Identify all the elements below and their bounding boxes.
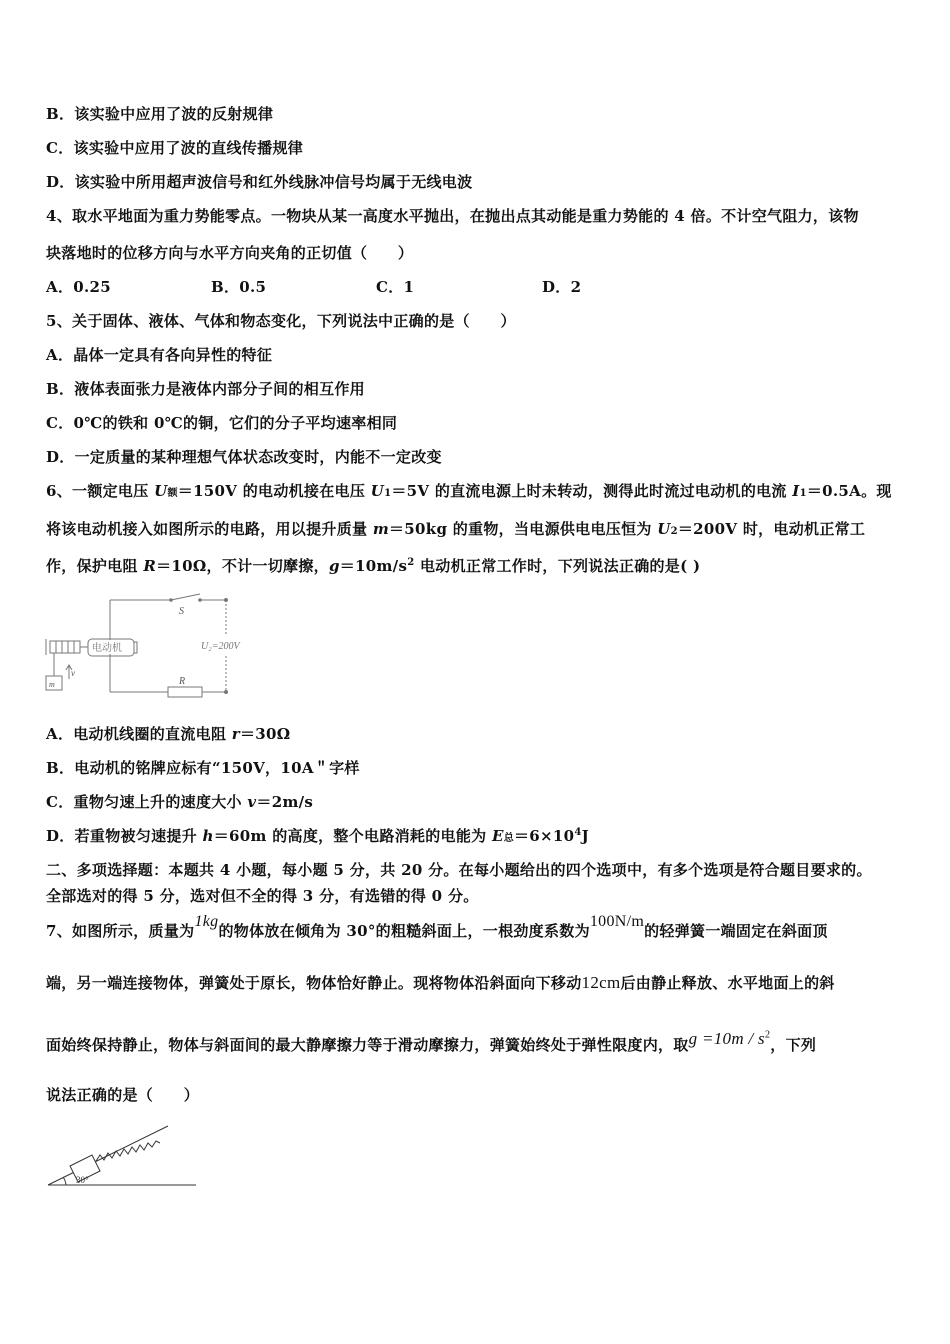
motor-circuit-figure [40,592,260,702]
section2-heading-line2: 全部选对的得 5 分，选对但不全的得 3 分，有选错的得 0 分。 [46,887,479,905]
spring [96,1141,160,1161]
resistor-box [168,687,202,697]
switch-contact-left [169,598,173,602]
q6-stem-line3: 作，保护电阻 R＝10Ω，不计一切摩擦，$g=10m/s^2$ 电动机正常工作时，下列说法正确的是( ) [46,557,701,575]
q5-option-b: B．液体表面张力是液体内部分子间的相互作用 [46,380,365,398]
q5-option-d: D．一定质量的某种理想气体状态改变时，内能不一定改变 [46,448,442,466]
switch-contact-right [198,598,202,602]
q7-stem-line1: 7、如图所示，质量为1kg的物体放在倾角为 30°的粗糙斜面上，一根劲度系数为100N/m的轻弹簧一端固定在斜面顶 [46,913,828,940]
q4-stem-line1: 4、取水平地面为重力势能零点。一物块从某一高度水平抛出，在抛出点其动能是重力势能的 4 倍。不计空气阻力，该物 [46,207,859,225]
terminal-bottom [224,690,228,694]
q6-option-d: D．若重物被匀速提升 h＝60m 的高度，整个电路消耗的电能为 E总$=6\times 10^4J$ [46,827,590,845]
q7-stem-line4: 说法正确的是（ ） [46,1086,200,1104]
mass-label: m [49,680,55,689]
q4-option-d: D．2 [542,278,582,296]
incline-figure [44,1115,204,1190]
switch-blade [171,594,200,600]
q6-option-b: B．电动机的铭牌应标有“150V，10A＂字样 [46,759,360,777]
q3-option-d: D．该实验中所用超声波信号和红外线脉冲信号均属于无线电波 [46,173,473,191]
motor-label: 电动机 [92,643,122,654]
velocity-label: v [71,668,75,678]
q6-stem-line1: 6、一额定电压 U额＝150V 的电动机接在电压 U1＝5V 的直流电源上时未转动，测得此时流过电动机的电流 I1＝0.5A。现 [46,482,892,500]
q5-option-a: A．晶体一定具有各向异性的特征 [46,346,273,364]
terminal-top [224,598,228,602]
incline-surface [48,1126,168,1185]
q4-option-b: B．0.5 [211,278,267,296]
motor-end-cap [134,642,137,653]
q5-option-c: C．0℃的铁和 0℃的铜，它们的分子平均速率相同 [46,414,398,432]
q3-option-c: C．该实验中应用了波的直线传播规律 [46,139,304,157]
q5-stem: 5、关于固体、液体、气体和物态变化，下列说法中正确的是（ ） [46,312,516,330]
q7-stem-line3: 面始终保持静止，物体与斜面间的最大静摩擦力等于滑动摩擦力，弹簧始终处于弹性限度内，取$g =10m / s^2$，下列 [46,1029,817,1054]
q3-option-b: B．该实验中应用了波的反射规律 [46,105,274,123]
angle-label: 30° [76,1175,89,1185]
switch-label: S [179,606,184,617]
resistor-label: R [179,676,186,687]
section2-heading-line1: 二、多项选择题：本题共 4 小题，每小题 5 分，共 20 分。在每小题给出的四个选项中，有多个选项是符合题目要求的。 [46,861,872,879]
q7-stem-line2: 端，另一端连接物体，弹簧处于原长，物体恰好静止。现将物体沿斜面向下移动12cm后由静止释放、水平地面上的斜 [46,973,835,992]
q6-stem-line2: 将该电动机接入如图所示的电路，用以提升质量 m＝50kg 的重物，当电源供电电压恒为 U2＝200V 时，电动机正常工 [46,520,866,538]
angle-arc [63,1177,66,1185]
q6-option-c: C．重物匀速上升的速度大小 v＝2m/s [46,793,314,811]
voltage-label: U₂=200V [201,641,240,652]
q4-option-a: A．0.25 [46,278,111,296]
q4-stem-line2: 块落地时的位移方向与水平方向夹角的正切值（ ） [46,244,414,262]
winch-drum [50,641,80,653]
q4-option-c: C．1 [376,278,415,296]
q6-option-a: A．电动机线圈的直流电阻 r＝30Ω [46,725,291,743]
